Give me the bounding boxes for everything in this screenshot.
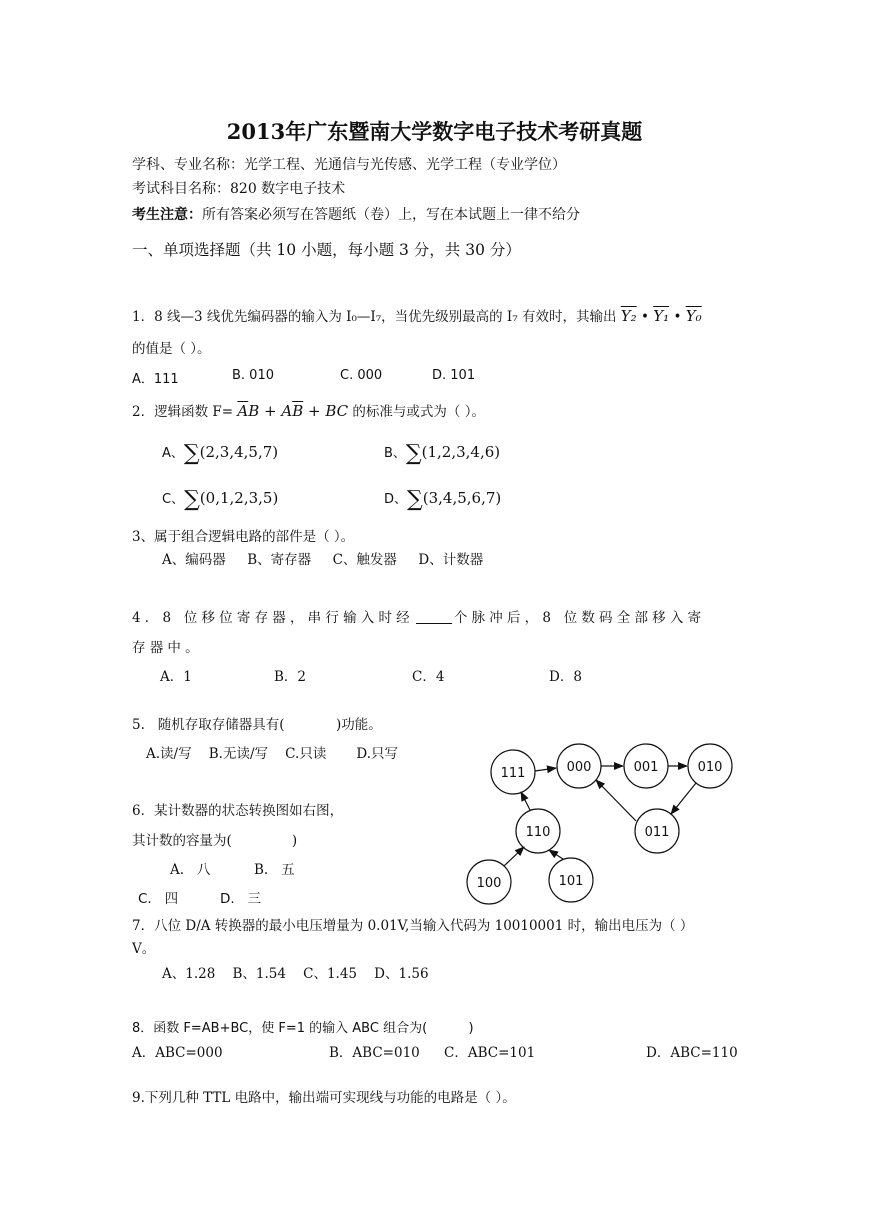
y2-bar: Y₂ (620, 307, 637, 325)
q6-option-c: C. 四 (138, 891, 179, 907)
question-7-line2: V。 (132, 941, 156, 957)
notice (132, 204, 580, 224)
arrow-010-011 (671, 783, 696, 814)
arrow-111-000 (535, 768, 556, 771)
dot-operator: • (640, 309, 649, 325)
state-label: 011 (644, 825, 670, 840)
page-title: 2013年广东暨南大学数字电子技术考研真题 (226, 119, 643, 144)
question-9: 9.下列几种 TTL 电路中，输出端可实现线与功能的电路是（ ）。 (132, 1090, 516, 1106)
exam-line: 考试科目名称：820 数字电子技术 (132, 181, 346, 197)
state-label: 000 (566, 760, 592, 775)
sigma-symbol: ∑ (183, 441, 200, 466)
question-4-text-a: 4．8 位移位寄存器，串行输入时经 (132, 610, 414, 626)
q1-option-a: A．111 (132, 372, 179, 387)
section-heading: 一、单项选择题（共 10 小题，每小题 3 分，共 30 分） (132, 241, 521, 259)
state-label: 110 (525, 825, 551, 840)
q6-option-a: A. 八 (170, 862, 211, 878)
q4-option-c: C．4 (412, 669, 445, 685)
option-label: B、 (384, 446, 406, 461)
arrow-110-111 (521, 792, 530, 810)
notice-label: 考生注意： (132, 207, 202, 223)
option-label: A、 (162, 446, 184, 461)
q2-option-c (162, 487, 278, 512)
sigma-symbol: ∑ (407, 487, 423, 512)
arrow-100-110 (504, 847, 524, 866)
expr-a: A (281, 402, 293, 420)
sigma-symbol: ∑ (184, 487, 200, 512)
option-label: C、 (162, 492, 185, 507)
q5-options: A.读/写 B.无读/写 C.只读 D.只写 (146, 746, 398, 762)
question-2-prefix: 2．逻辑函数 F= (132, 404, 238, 420)
q1-option-b: B. 010 (232, 368, 274, 383)
q4-option-a: A．1 (160, 669, 192, 685)
question-2 (132, 400, 485, 420)
y1-bar: Y₁ (653, 307, 670, 325)
dot-operator: • (673, 309, 682, 325)
plus-sign: + (259, 402, 282, 420)
q6-option-d: D. 三 (220, 891, 262, 907)
question-4-line2: 存器中。 (132, 640, 203, 656)
question-4 (132, 606, 705, 626)
question-3: 3、属于组合逻辑电路的部件是（ ）。 (132, 529, 355, 545)
option-args: (2,3,4,5,7) (199, 443, 279, 461)
q8-option-b: B．ABC=010 (329, 1045, 420, 1061)
expr-b-bar: $\overline{B}$ (292, 402, 304, 420)
option-label: D、 (384, 492, 408, 507)
q2-option-a (162, 441, 278, 466)
plus-sign: + (303, 402, 326, 420)
state-label: 010 (697, 760, 723, 775)
state-label: 111 (500, 766, 526, 781)
q6-option-b: B. 五 (254, 862, 295, 878)
question-4-text-b: 个脉冲后，8 位数码全部移入寄 (453, 610, 706, 626)
question-6-line1: 6．某计数器的状态转换图如右图， (132, 803, 344, 819)
q8-option-c: C．ABC=101 (444, 1045, 536, 1061)
q3-options: A、编码器 B、寄存器 C、触发器 D、计数器 (162, 552, 484, 568)
question-7-line1: 7．八位 D/A 转换器的最小电压增量为 0.01V,当输入代码为 10010001 时，输出电压为（ ） (132, 918, 694, 934)
expr-a-bar: $\overline{A}$ (237, 402, 249, 420)
state-label: 001 (633, 760, 659, 775)
q1-option-c: C. 000 (340, 368, 383, 383)
expr-b: B (248, 402, 260, 420)
q2-option-b (384, 441, 500, 466)
notice-text: 所有答案必须写在答题纸（卷）上，写在本试题上一律不给分 (202, 207, 580, 223)
option-args: (3,4,5,6,7) (422, 489, 502, 507)
question-6-line2: 其计数的容量为( ) (132, 833, 298, 849)
question-1 (132, 305, 702, 325)
q7-options: A、1.28 B、1.54 C、1.45 D、1.56 (162, 966, 429, 982)
expr-bc: BC (325, 402, 349, 420)
q8-option-a: A．ABC=000 (132, 1045, 223, 1061)
question-1-text: 1．8 线—3 线优先编码器的输入为 I₀—I₇，当优先级别最高的 I₇ 有效时，其输出 (132, 309, 617, 325)
arrow-101-110 (549, 850, 563, 859)
subject-line: 学科、专业名称：光学工程、光通信与光传感、光学工程（专业学位） (132, 157, 566, 173)
option-args: (1,2,3,4,6) (421, 443, 501, 461)
q2-option-d (384, 487, 501, 512)
q4-option-d: D．8 (549, 669, 582, 685)
state-transition-diagram (460, 735, 760, 915)
question-8: 8．函数 F=AB+BC，使 F=1 的输入 ABC 组合为( ) (132, 1021, 474, 1036)
q1-option-d: D. 101 (432, 368, 476, 383)
state-label: 101 (558, 874, 584, 889)
state-label: 100 (476, 876, 502, 891)
question-2-suffix: 的标准与或式为（ ）。 (348, 404, 485, 420)
question-1-line2: 的值是（ ）。 (132, 341, 211, 357)
q4-option-b: B．2 (274, 669, 307, 685)
arrow-011-000 (596, 780, 636, 821)
q8-option-d: D．ABC=110 (646, 1045, 738, 1061)
answer-blank (416, 611, 452, 624)
sigma-symbol: ∑ (405, 441, 422, 466)
y0-bar: Y₀ (685, 307, 702, 325)
question-5: 5. 随机存取存储器具有( )功能。 (132, 717, 382, 733)
option-args: (0,1,2,3,5) (199, 489, 279, 507)
